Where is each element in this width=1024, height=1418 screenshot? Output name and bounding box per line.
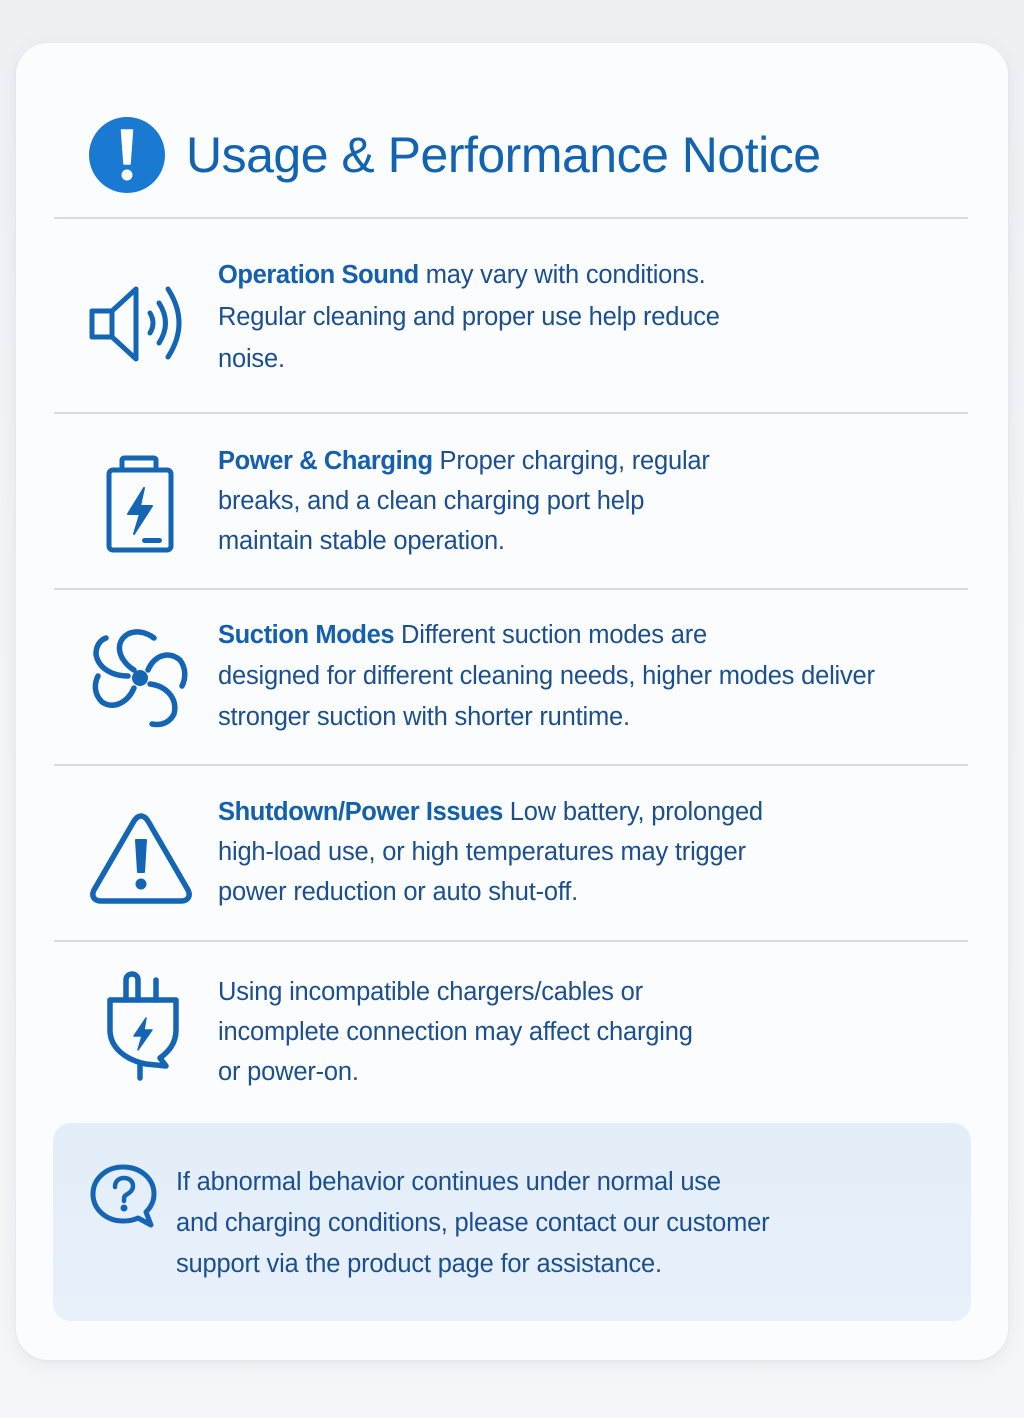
section-text: Power & Charging Proper charging, regular breaks, and a clean charging port help maintain stable operation. [218,447,710,555]
speaker-icon [88,281,188,365]
question-bubble-icon [89,1163,159,1229]
exclamation-circle-icon [88,116,166,194]
plug-charging-icon [106,968,182,1082]
support-text: If abnormal behavior continues under normal use and charging conditions, please contact our customer support via the product page for assistance. [176,1168,770,1278]
section-shutdown-power-issues [54,764,968,940]
section-text: Shutdown/Power Issues Low battery, prolonged high-load use, or high temperatures may trigger power reduction or auto shut-off. [218,798,763,906]
notice-header [88,115,821,195]
section-label: Operation Sound [218,261,419,289]
section-power-charging [54,412,968,588]
section-text: Using incompatible chargers/cables or incomplete connection may affect charging or power-on. [218,978,693,1086]
section-charger-compatibility [54,940,968,1120]
battery-charging-icon [106,454,176,554]
support-callout [53,1123,971,1321]
section-label: Suction Modes [218,621,395,649]
section-label: Shutdown/Power Issues [218,798,503,826]
warning-triangle-icon [88,810,194,906]
fan-icon [88,626,192,730]
section-operation-sound [54,217,968,412]
section-text: Suction Modes Different suction modes are designed for different cleaning needs, higher modes deliver stronger suction with shorter runtime. [218,621,875,731]
page-title: Usage & Performance Notice [186,127,821,183]
notice-card [16,43,1008,1360]
section-suction-modes [54,588,968,764]
section-text: Operation Sound may vary with conditions. Regular cleaning and proper use help reduce noise. [218,261,720,373]
section-label: Power & Charging [218,447,433,475]
